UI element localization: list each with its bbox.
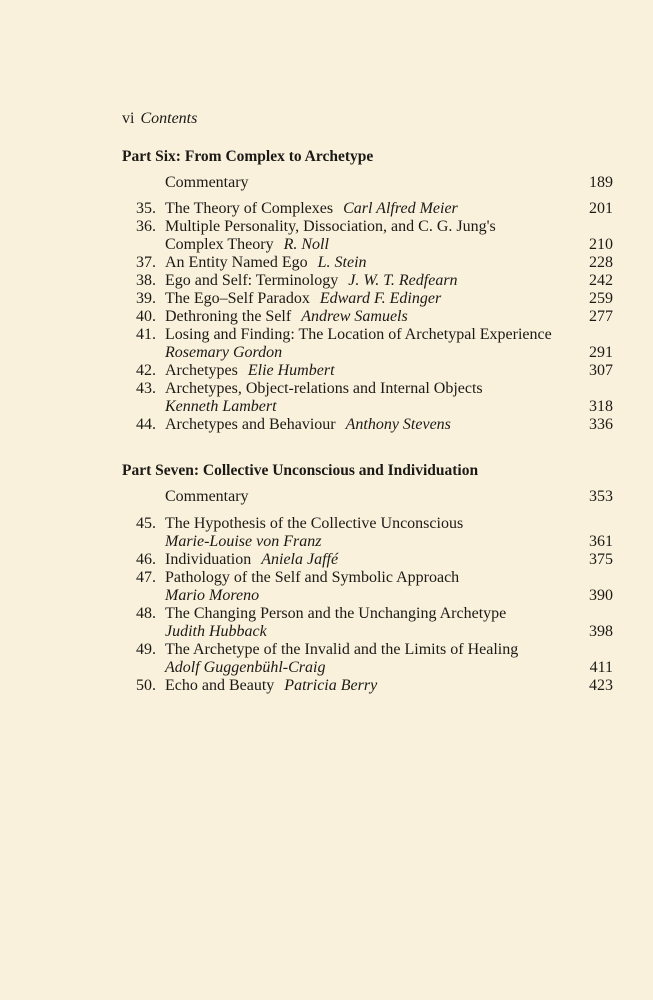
- entry-text: [165, 290, 441, 308]
- toc-entry: [0, 677, 653, 695]
- entry-title: Ego and Self: Terminology: [165, 272, 339, 289]
- entry-author: Andrew Samuels: [301, 308, 408, 325]
- entry-number: 42.: [136, 362, 156, 379]
- running-head: [122, 108, 197, 130]
- page-ref: 291: [589, 344, 613, 361]
- entry-title: The Ego–Self Paradox: [165, 290, 310, 307]
- toc-entry-continuation: [0, 398, 653, 416]
- entry-number: 47.: [136, 569, 156, 586]
- page-ref: 411: [589, 659, 613, 676]
- entry-text: [165, 344, 282, 362]
- entry-title: Archetypes: [165, 362, 238, 379]
- entry-text: [165, 236, 329, 254]
- entry-author: Rosemary Gordon: [165, 344, 283, 361]
- entry-title: Pathology of the Self and Symbolic Approach: [165, 569, 460, 586]
- entry-text: [165, 551, 338, 569]
- entry-number: 35.: [136, 200, 156, 217]
- entry-title: Echo and Beauty: [165, 677, 275, 694]
- toc-entry: [0, 569, 653, 587]
- entry-author: Kenneth Lambert: [165, 398, 277, 415]
- commentary-label: Commentary: [165, 488, 249, 505]
- entry-text: [165, 254, 367, 272]
- entry-title: Dethroning the Self: [165, 308, 292, 325]
- toc-entry: [0, 362, 653, 380]
- page-title: Contents: [140, 110, 198, 127]
- toc-entry: [0, 641, 653, 659]
- toc-entry-continuation: [0, 344, 653, 362]
- entry-author: Anthony Stevens: [345, 416, 451, 433]
- entry-author: Marie-Louise von Franz: [165, 533, 322, 550]
- page-ref: 353: [589, 488, 613, 505]
- toc-entry: [0, 290, 653, 308]
- entry-title: The Theory of Complexes: [165, 200, 334, 217]
- entry-title: An Entity Named Ego: [165, 254, 308, 271]
- page-ref: 201: [589, 200, 613, 217]
- entry-text: [165, 605, 506, 623]
- entry-text: [165, 515, 463, 533]
- entry-author: Aniela Jaffé: [261, 551, 339, 568]
- toc-entry: [0, 416, 653, 434]
- page-ref: 210: [589, 236, 613, 253]
- entry-title: The Archetype of the Invalid and the Limits of Healing: [165, 641, 519, 658]
- entry-number: 37.: [136, 254, 156, 271]
- entry-author: Mario Moreno: [165, 587, 260, 604]
- page-ref: 189: [589, 174, 613, 191]
- commentary-row: [0, 174, 653, 192]
- page-ref: 307: [589, 362, 613, 379]
- entry-number: 50.: [136, 677, 156, 694]
- page-number: vi: [122, 110, 135, 127]
- page-ref: 390: [589, 587, 613, 604]
- part-heading: Part Seven: Collective Unconscious and Individuation: [122, 462, 479, 479]
- entry-title-continued: Complex Theory: [165, 236, 274, 253]
- page-ref: 336: [589, 416, 613, 433]
- toc-entry: [0, 551, 653, 569]
- entry-author: L. Stein: [317, 254, 367, 271]
- page-ref: 277: [589, 308, 613, 325]
- entry-title: Archetypes and Behaviour: [165, 416, 336, 433]
- entry-author: Patricia Berry: [284, 677, 378, 694]
- entry-number: 40.: [136, 308, 156, 325]
- entry-title: Multiple Personality, Dissociation, and C. G. Jung's: [165, 218, 496, 235]
- entry-number: 39.: [136, 290, 156, 307]
- entry-text: [165, 416, 451, 434]
- toc-entry: [0, 326, 653, 344]
- entry-number: 41.: [136, 326, 156, 343]
- entry-number: 36.: [136, 218, 156, 235]
- entry-author: Edward F. Edinger: [319, 290, 442, 307]
- toc-entry: [0, 254, 653, 272]
- page-ref: 398: [589, 623, 613, 640]
- entry-author: Carl Alfred Meier: [343, 200, 458, 217]
- page-ref: 361: [589, 533, 613, 550]
- commentary-label: Commentary: [165, 174, 249, 191]
- toc-entry-continuation: [0, 236, 653, 254]
- page-ref: 259: [589, 290, 613, 307]
- entry-text: [165, 272, 458, 290]
- entry-title: The Hypothesis of the Collective Unconscious: [165, 515, 464, 532]
- entry-author: Judith Hubback: [165, 623, 267, 640]
- entry-number: 49.: [136, 641, 156, 658]
- entry-text: [165, 569, 459, 587]
- entry-author: Adolf Guggenbühl-Craig: [165, 659, 326, 676]
- toc-entry-continuation: [0, 587, 653, 605]
- entry-title: Archetypes, Object-relations and Internal Objects: [165, 380, 483, 397]
- entry-number: 48.: [136, 605, 156, 622]
- page-ref: 242: [589, 272, 613, 289]
- page-ref: 228: [589, 254, 613, 271]
- entry-text: [165, 308, 408, 326]
- entry-text: [165, 362, 335, 380]
- toc-entry: [0, 515, 653, 533]
- entry-text: [165, 587, 259, 605]
- entry-text: [165, 326, 552, 344]
- toc-entry: [0, 200, 653, 218]
- entry-number: 43.: [136, 380, 156, 397]
- entry-author: R. Noll: [283, 236, 329, 253]
- toc-entry-continuation: [0, 659, 653, 677]
- page-ref: 318: [589, 398, 613, 415]
- entry-author: Elie Humbert: [247, 362, 335, 379]
- entry-text: [165, 677, 377, 695]
- entry-number: 44.: [136, 416, 156, 433]
- commentary-row: [0, 488, 653, 506]
- page-ref: 375: [589, 551, 613, 568]
- entry-text: [165, 659, 325, 677]
- toc-entry: [0, 605, 653, 623]
- entry-text: [165, 623, 267, 641]
- entry-text: [165, 218, 496, 236]
- entry-number: 38.: [136, 272, 156, 289]
- entry-author: J. W. T. Redfearn: [348, 272, 458, 289]
- toc-entry: [0, 308, 653, 326]
- entry-number: 45.: [136, 515, 156, 532]
- toc-entry: [0, 272, 653, 290]
- entry-title: The Changing Person and the Unchanging Archetype: [165, 605, 507, 622]
- entry-text: [165, 398, 277, 416]
- toc-entry: [0, 380, 653, 398]
- part-heading: Part Six: From Complex to Archetype: [122, 148, 374, 165]
- toc-entry: [0, 218, 653, 236]
- entry-number: 46.: [136, 551, 156, 568]
- page-ref: 423: [589, 677, 613, 694]
- entry-text: [165, 533, 321, 551]
- toc-entry-continuation: [0, 623, 653, 641]
- entry-text: [165, 200, 458, 218]
- entry-title: Individuation: [165, 551, 252, 568]
- entry-text: [165, 380, 483, 398]
- entry-text: [165, 641, 518, 659]
- entry-title: Losing and Finding: The Location of Archetypal Experience: [165, 326, 552, 343]
- toc-entry-continuation: [0, 533, 653, 551]
